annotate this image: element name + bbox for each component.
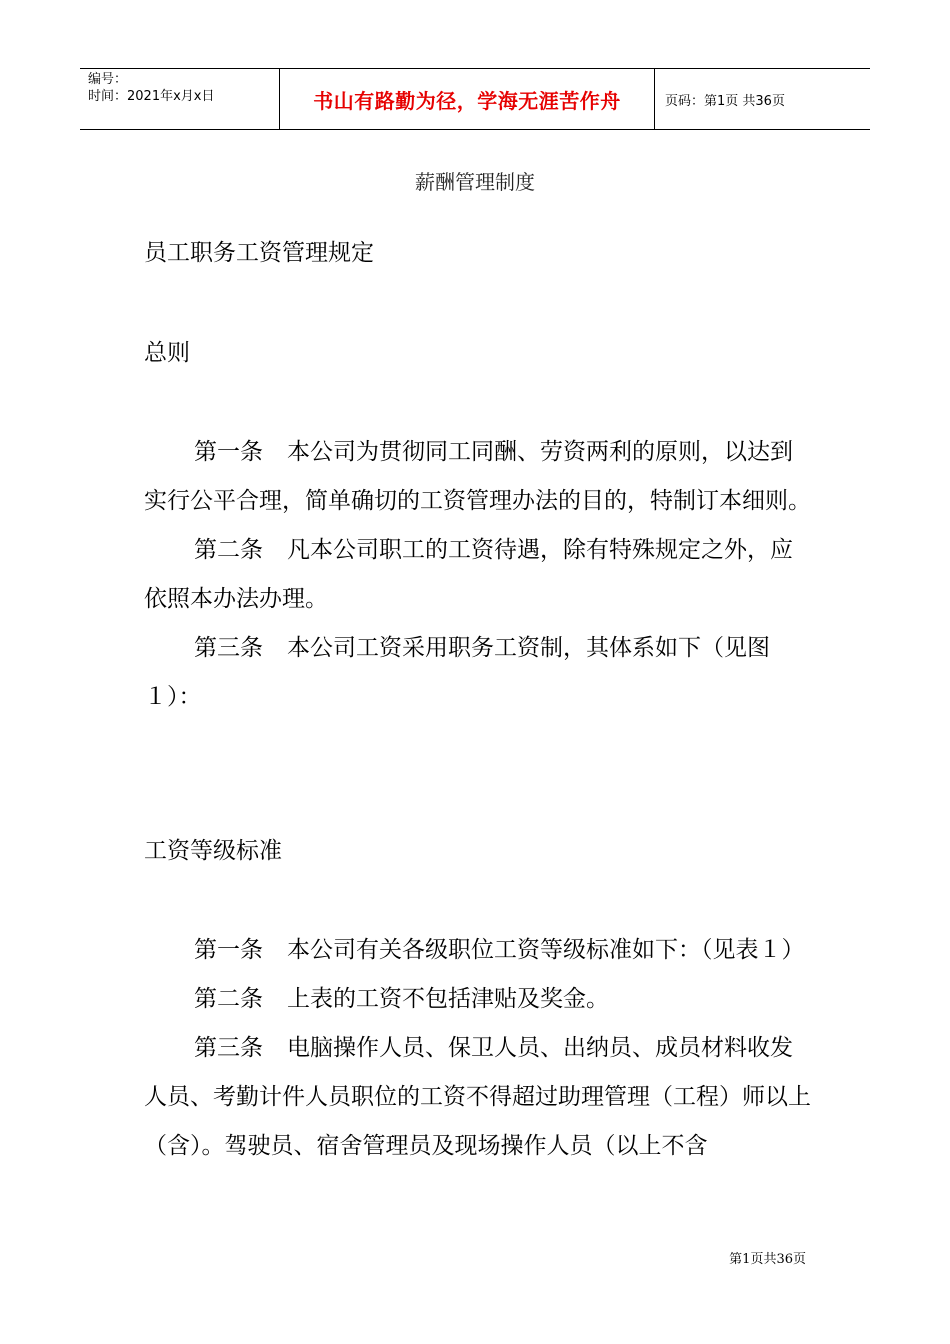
document-title: 薪酬管理制度 (415, 170, 535, 194)
article-label: 第二条 (194, 986, 263, 1012)
header-page-info: 页码：第1页 共36页 (665, 93, 785, 109)
article-text: 本公司工资采用职务工资制，其体系如下（见图１）： (144, 635, 770, 710)
article-label: 第一条 (194, 439, 263, 465)
article-text: 本公司为贯彻同工同酬、劳资两利的原则，以达到实行公平合理，简单确切的工资管理办法的目的，特制订本细则。 (144, 439, 811, 514)
article-paragraph (144, 526, 814, 624)
article-text: 上表的工资不包括津贴及奖金。 (287, 986, 609, 1012)
chapter2-articles (144, 926, 814, 1171)
article-text: 电脑操作人员、保卫人员、出纳员、成员材料收发人员、考勤计件人员职位的工资不得超过助理管理（工程）师以上（含）。驾驶员、宿舍管理员及现场操作人员（以上不含 (144, 1035, 811, 1159)
article-label: 第二条 (194, 537, 263, 563)
article-text: 凡本公司职工的工资待遇，除有特殊规定之外，应依照本办法办理。 (144, 537, 793, 612)
article-paragraph (144, 624, 814, 722)
article-paragraph (144, 428, 814, 526)
article-paragraph (144, 975, 814, 1024)
date-label: 时间：2021年x月x日 (88, 89, 215, 104)
article-paragraph (144, 1024, 814, 1171)
chapter1-articles (144, 428, 814, 722)
article-label: 第一条 (194, 937, 263, 963)
section-title: 员工职务工资管理规定 (144, 240, 374, 266)
header-meta (80, 69, 280, 129)
header-motto: 书山有路勤为径，学海无涯苦作舟 (280, 69, 655, 129)
article-label: 第三条 (194, 1035, 263, 1061)
document-header (80, 68, 870, 130)
number-label: 编号： (88, 72, 128, 87)
chapter-heading-wage-grades: 工资等级标准 (144, 838, 282, 864)
page-footer: 第1页共36页 (729, 1252, 806, 1267)
chapter-heading-general: 总则 (144, 340, 190, 366)
article-label: 第三条 (194, 635, 263, 661)
article-text: 本公司有关各级职位工资等级标准如下：（见表１） (287, 937, 805, 963)
article-paragraph (144, 926, 814, 975)
